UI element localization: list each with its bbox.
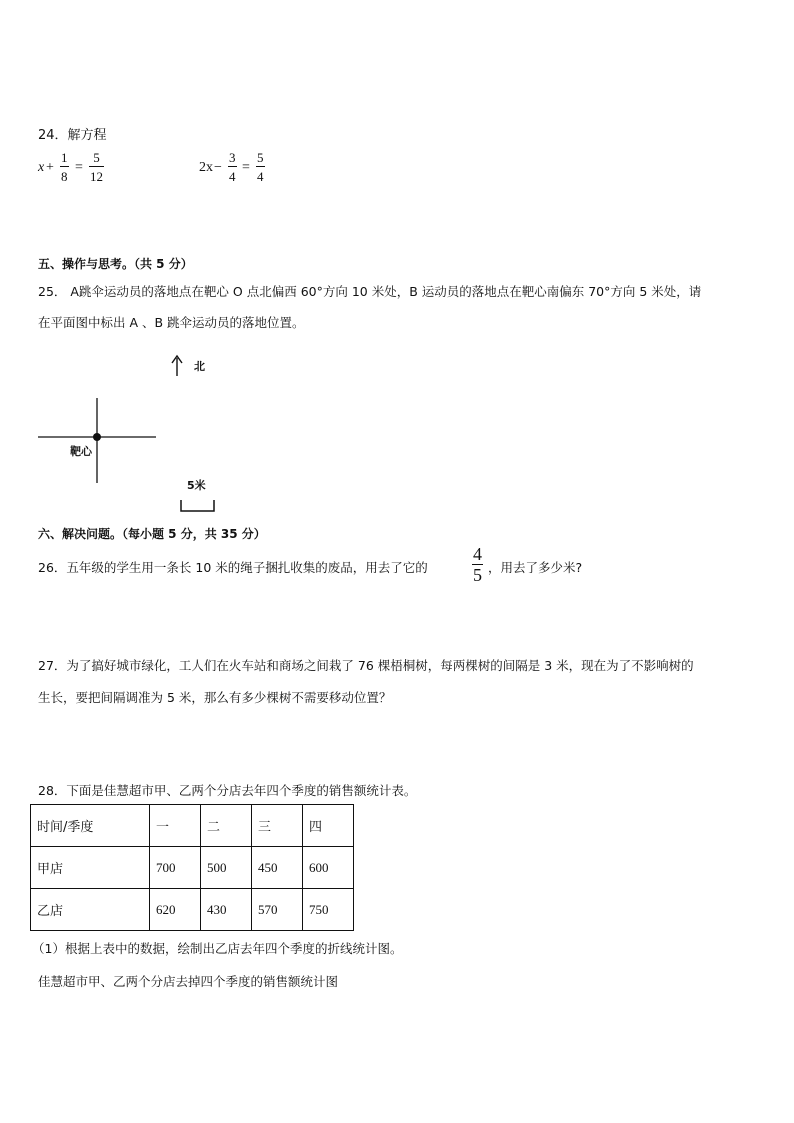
q25-line-1: 25． A跳伞运动员的落地点在靶心 O 点北偏西 60°方向 10 米处，B 运动员的落地点在靶心南偏东 70°方向 5 米处，请: [38, 284, 702, 299]
eq1-f2-numerator: 5: [93, 150, 100, 165]
scale-label: 5米: [187, 479, 206, 492]
north-arrow-icon: [172, 356, 182, 376]
table-header-cell: 三: [252, 805, 303, 847]
eq2-minus: −: [214, 160, 222, 175]
table-header-cell: 时间/季度: [31, 805, 150, 847]
table-header-cell: 四: [303, 805, 354, 847]
q26-fraction-numerator: 4: [473, 544, 482, 564]
table-row: [31, 889, 354, 931]
eq1-f1-denominator: 8: [61, 169, 68, 184]
table-cell: 500: [201, 847, 252, 889]
eq2-equals: =: [242, 160, 250, 175]
table-header-row: [31, 805, 354, 847]
table-cell: 600: [303, 847, 354, 889]
target-center-dot: [93, 433, 101, 441]
eq2-f2-denominator: 4: [257, 169, 264, 184]
table-cell: 430: [201, 889, 252, 931]
table-header-cell: 二: [201, 805, 252, 847]
table-row-label: 甲店: [31, 847, 150, 889]
eq1-equals: =: [75, 160, 83, 175]
eq1-variable: x: [38, 160, 45, 175]
q28-chart-title: 佳慧超市甲、乙两个分店去掉四个季度的销售额统计图: [38, 974, 339, 989]
table-cell: 620: [150, 889, 201, 931]
q26-fraction-denominator: 5: [473, 565, 482, 585]
target-center-label: 靶心: [70, 445, 92, 458]
q26-text-after: ，用去了多少米?: [488, 560, 583, 575]
eq2-term: 2x: [199, 160, 213, 175]
eq1-f1-numerator: 1: [61, 150, 68, 165]
table-row-label: 乙店: [31, 889, 150, 931]
section-5-heading: 五、操作与思考。（共 5 分）: [38, 257, 193, 271]
q28-subquestion-1: （1）根据上表中的数据，绘制出乙店去年四个季度的折线统计图。: [32, 941, 403, 956]
table-cell: 750: [303, 889, 354, 931]
eq2-f1-denominator: 4: [229, 169, 236, 184]
table-header-cell: 一: [150, 805, 201, 847]
q28-intro: 28．下面是佳慧超市甲、乙两个分店去年四个季度的销售额统计表。: [38, 783, 417, 798]
table-cell: 570: [252, 889, 303, 931]
section-6-heading: 六、解决问题。（每小题 5 分，共 35 分）: [38, 527, 266, 541]
table-cell: 700: [150, 847, 201, 889]
target-diagram-svg: [0, 0, 794, 520]
eq1-f2-denominator: 12: [90, 169, 103, 184]
eq1-plus: +: [46, 160, 54, 175]
q26-text-before: 26．五年级的学生用一条长 10 米的绳子捆扎收集的废品，用去了它的: [38, 560, 428, 575]
eq2-f1-numerator: 3: [229, 150, 236, 165]
q27-line-1: 27．为了搞好城市绿化，工人们在火车站和商场之间栽了 76 棵梧桐树，每两棵树的间隔是 3 米，现在为了不影响树的: [38, 658, 694, 673]
scale-bar-icon: [181, 500, 214, 511]
north-label: 北: [194, 360, 205, 373]
table-cell: 450: [252, 847, 303, 889]
table-row: [31, 847, 354, 889]
q26-fraction: [472, 545, 483, 584]
sales-table: [30, 804, 354, 931]
q27-line-2: 生长，要把间隔调准为 5 米，那么有多少棵树不需要移动位置？: [38, 690, 392, 705]
q25-line-2: 在平面图中标出 A 、B 跳伞运动员的落地位置。: [38, 315, 305, 330]
eq2-f2-numerator: 5: [257, 150, 264, 165]
q24-title: 24．解方程: [38, 128, 107, 143]
